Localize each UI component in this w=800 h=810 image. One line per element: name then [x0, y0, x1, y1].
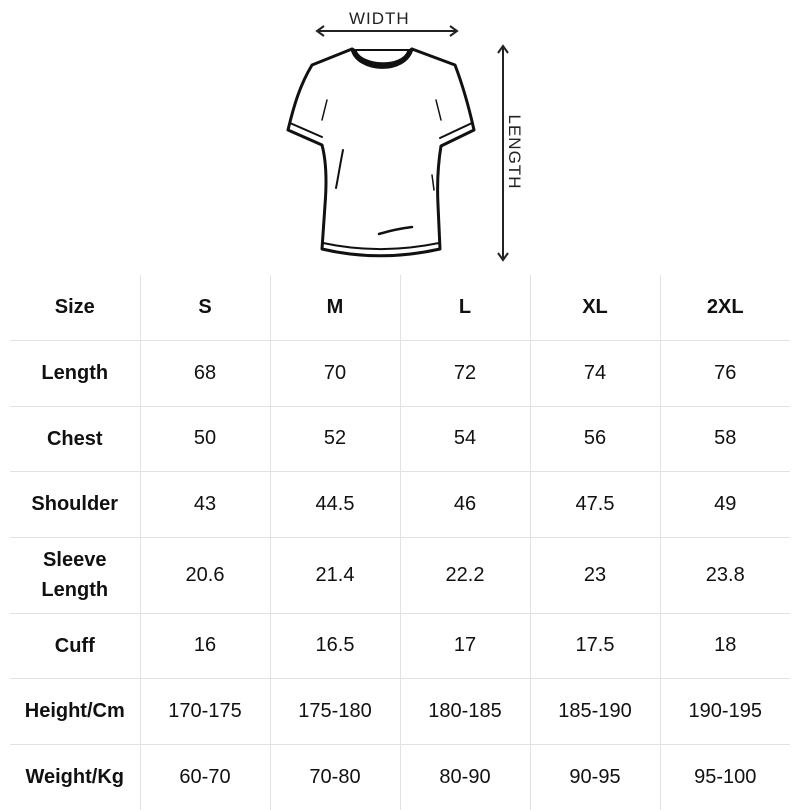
table-row [10, 406, 790, 472]
table-row [10, 341, 790, 407]
table-cell: 47.5 [530, 472, 660, 538]
table-cell: 23.8 [660, 537, 790, 613]
table-cell: 44.5 [270, 472, 400, 538]
table-row [10, 613, 790, 679]
table-cell: 190-195 [660, 679, 790, 745]
table-cell: 80-90 [400, 744, 530, 810]
table-cell: 70-80 [270, 744, 400, 810]
table-cell: 17.5 [530, 613, 660, 679]
table-cell: 72 [400, 341, 530, 407]
table-cell: 70 [270, 341, 400, 407]
tshirt-diagram [0, 0, 800, 270]
table-cell: 46 [400, 472, 530, 538]
table-cell: 170-175 [140, 679, 270, 745]
row-label-length: Length [10, 341, 140, 407]
header-l: L [400, 275, 530, 341]
table-cell: 180-185 [400, 679, 530, 745]
header-row [10, 275, 790, 341]
table-cell: 54 [400, 406, 530, 472]
table-row [10, 679, 790, 745]
table-cell: 68 [140, 341, 270, 407]
header-2xl: 2XL [660, 275, 790, 341]
table-cell: 18 [660, 613, 790, 679]
row-label-chest: Chest [10, 406, 140, 472]
table-cell: 43 [140, 472, 270, 538]
header-s: S [140, 275, 270, 341]
table-cell: 74 [530, 341, 660, 407]
table-row [10, 472, 790, 538]
header-m: M [270, 275, 400, 341]
table-cell: 76 [660, 341, 790, 407]
size-chart-table [10, 275, 790, 810]
table-cell: 23 [530, 537, 660, 613]
tshirt-outline [288, 49, 474, 256]
table-cell: 175-180 [270, 679, 400, 745]
table-cell: 50 [140, 406, 270, 472]
header-size: Size [10, 275, 140, 341]
width-label: WIDTH [349, 9, 410, 28]
row-label-sleeve-length: Sleeve Length [10, 537, 140, 613]
table-row [10, 537, 790, 613]
table-cell: 90-95 [530, 744, 660, 810]
row-label-shoulder: Shoulder [10, 472, 140, 538]
table-cell: 58 [660, 406, 790, 472]
row-label-weight: Weight/Kg [10, 744, 140, 810]
table-cell: 95-100 [660, 744, 790, 810]
tshirt-illustration [0, 0, 800, 270]
table-cell: 16 [140, 613, 270, 679]
table-cell: 185-190 [530, 679, 660, 745]
table-cell: 22.2 [400, 537, 530, 613]
table-cell: 60-70 [140, 744, 270, 810]
length-label: LENGTH [505, 114, 524, 190]
table-cell: 20.6 [140, 537, 270, 613]
header-xl: XL [530, 275, 660, 341]
table-cell: 56 [530, 406, 660, 472]
table-cell: 17 [400, 613, 530, 679]
row-label-height: Height/Cm [10, 679, 140, 745]
row-label-cuff: Cuff [10, 613, 140, 679]
table-cell: 52 [270, 406, 400, 472]
table-cell: 16.5 [270, 613, 400, 679]
table-cell: 49 [660, 472, 790, 538]
table-cell: 21.4 [270, 537, 400, 613]
